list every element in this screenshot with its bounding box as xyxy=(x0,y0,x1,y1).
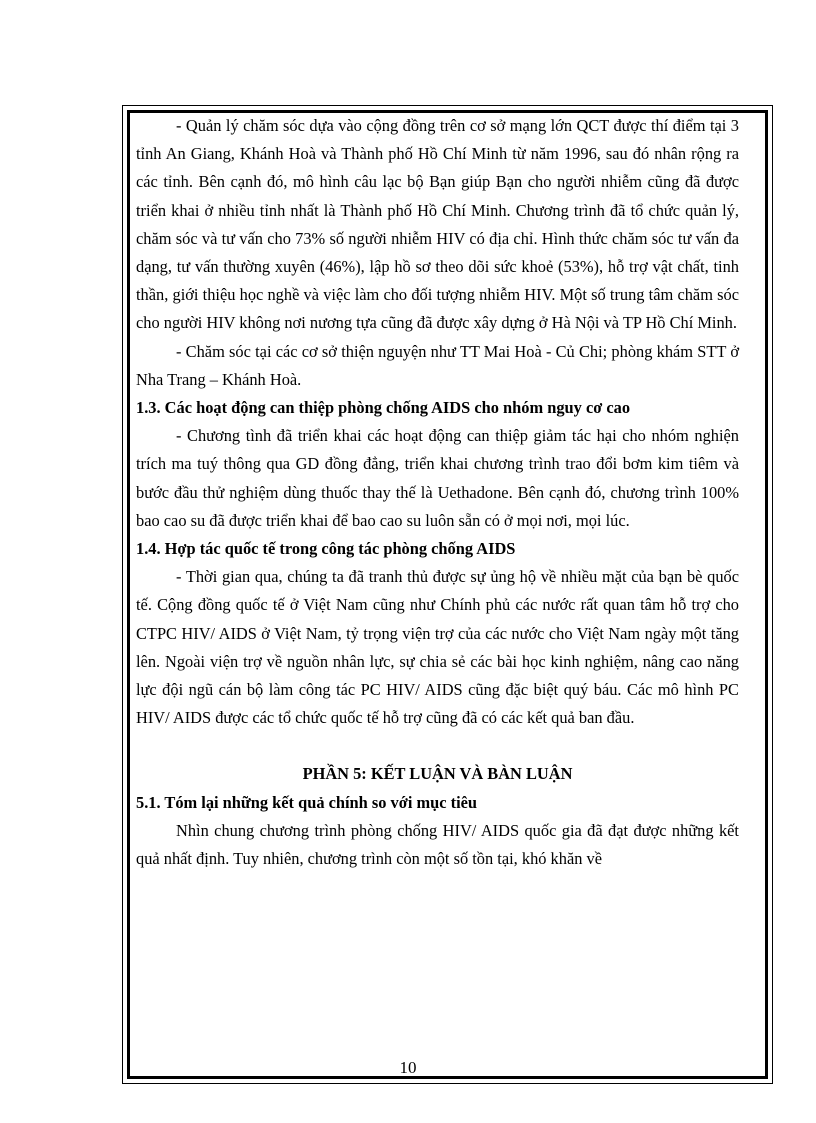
heading-1-4: 1.4. Hợp tác quốc tế trong công tác phòng chống AIDS xyxy=(136,539,516,559)
paragraph-intervention: - Chương tình đã triển khai các hoạt động can thiệp giảm tác hại cho nhóm nghiện trích ma tuý thông qua GD đồng đẳng, triển khai chương trình trao đổi bơm kim tiêm và bước đầu thử nghiệm dùng thuốc thay thế là Uethadone. Bên cạnh đó, chương trình 100% bao cao su đã được triển khai để bao cao su luôn sẵn có ở mọi nơi, mọi lúc. xyxy=(136,426,739,530)
part-5-title: PHẦN 5: KẾT LUẬN VÀ BÀN LUẬN xyxy=(302,764,573,784)
document-body xyxy=(136,112,739,873)
heading-5-1: 5.1. Tóm lại những kết quả chính so với mục tiêu xyxy=(136,792,478,812)
paragraph-charity-care: - Chăm sóc tại các cơ sở thiện nguyện như TT Mai Hoà - Củ Chi; phòng khám STT ở Nha Trang – Khánh Hoà. xyxy=(136,341,739,389)
paragraph-community-care: - Quản lý chăm sóc dựa vào cộng đồng trên cơ sở mạng lớn QCT được thí điểm tại 3 tỉnh An Giang, Khánh Hoà và Thành phố Hồ Chí Minh từ năm 1996, sau đó nhân rộng ra các tỉnh. Bên cạnh đó, mô hình câu lạc bộ Bạn giúp Bạn cho người nhiễm cũng đã được triển khai ở nhiều tỉnh nhất là Thành phố Hồ Chí Minh. Chương trình đã tổ chức quản lý, chăm sóc và tư vấn cho 73% số người nhiễm HIV có địa chỉ. Hình thức chăm sóc tư vấn đa dạng, tư vấn thường xuyên (46%), lập hồ sơ theo dõi sức khoẻ (53%), hỗ trợ vật chất, tinh thần, giới thiệu học nghề và việc làm cho đối tượng nhiễm HIV. Một số trung tâm chăm sóc cho người HIV không nơi nương tựa cũng đã được xây dựng ở Hà Nội và TP Hồ Chí Minh. xyxy=(136,116,739,333)
heading-1-3: 1.3. Các hoạt động can thiệp phòng chống AIDS cho nhóm nguy cơ cao xyxy=(136,398,631,418)
paragraph-international-cooperation: - Thời gian qua, chúng ta đã tranh thủ được sự ủng hộ về nhiều mặt của bạn bè quốc tế. Cộng đồng quốc tế ở Việt Nam cũng như Chính phủ các nước rất quan tâm hỗ trợ cho CTPC HIV/ AIDS ở Việt Nam, tỷ trọng viện trợ của các nước cho Việt Nam ngày một tăng lên. Ngoài viện trợ về nguồn nhân lực, sự chia sẻ các bài học kinh nghiệm, nâng cao năng lực đội ngũ cán bộ làm công tác PC HIV/ AIDS cũng đặc biệt quý báu. Các mô hình PC HIV/ AIDS được các tổ chức quốc tế hỗ trợ cũng đã có các kết quả ban đầu. xyxy=(136,567,739,728)
page-number: 10 xyxy=(399,1058,417,1077)
paragraph-conclusion: Nhìn chung chương trình phòng chống HIV/ AIDS quốc gia đã đạt được những kết quả nhất định. Tuy nhiên, chương trình còn một số tồn tại, khó khăn về xyxy=(136,820,739,869)
